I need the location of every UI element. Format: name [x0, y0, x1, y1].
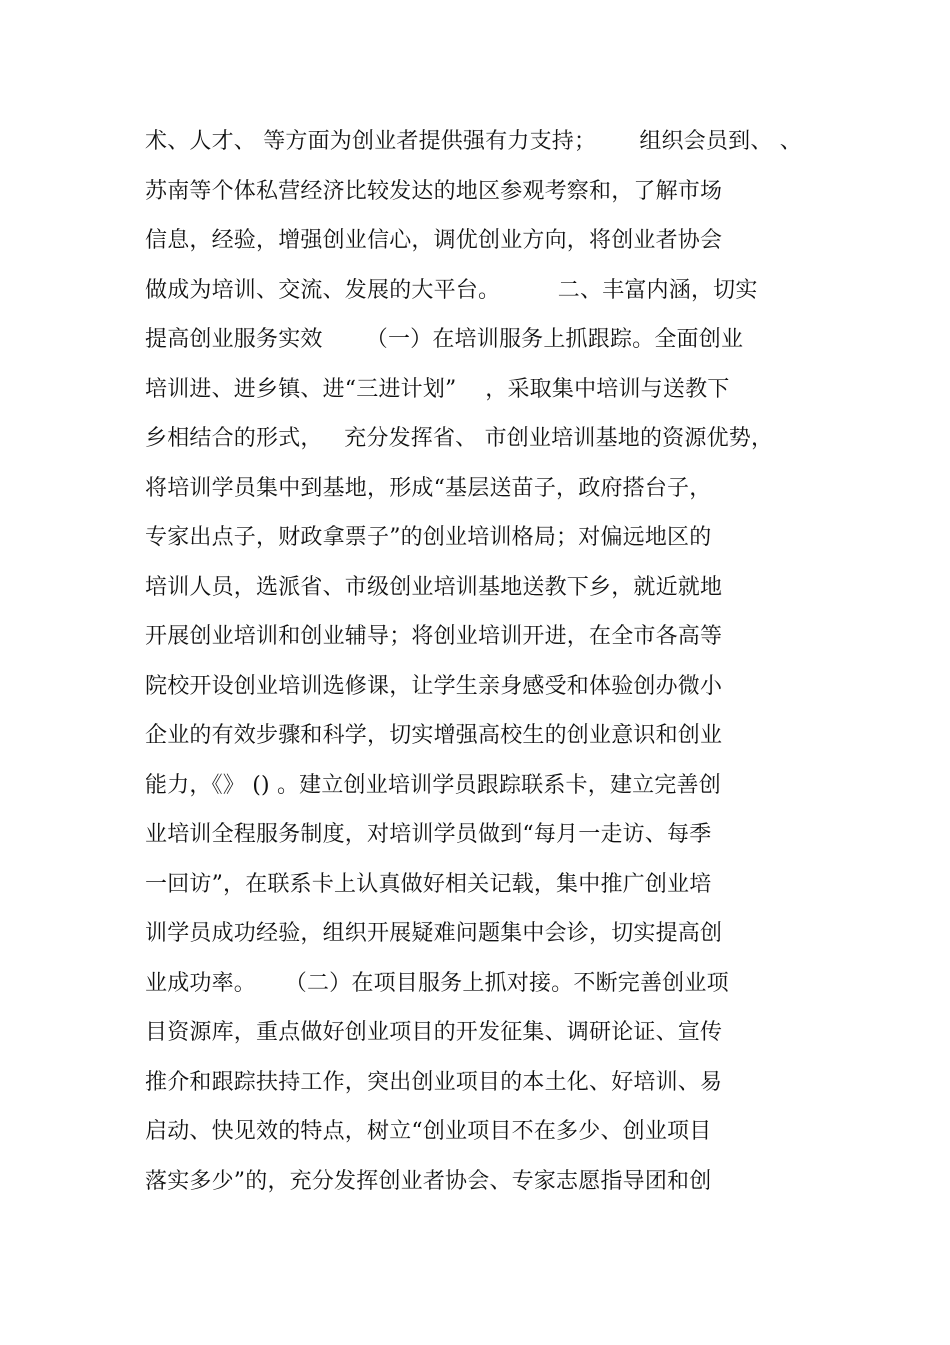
- text-line: 企业的有效步骤和科学，切实增强高校生的创业意识和创业: [145, 723, 723, 748]
- text-line: 专家出点子，财政拿票子”的创业培训格局；对偏远地区的: [145, 525, 712, 550]
- text-line: 培训进、进乡镇、进“三进计划” ，采取集中培训与送教下: [145, 376, 730, 402]
- text-line: 苏南等个体私营经济比较发达的地区参观考察和，了解市场: [145, 178, 723, 204]
- text-line: 能力，《》 () 。建立创业培训学员跟踪联系卡，建立完善创: [145, 772, 721, 798]
- text-line: 推介和跟踪扶持工作，突出创业项目的本土化、好培训、易: [145, 1069, 723, 1095]
- text-line: 训学员成功经验，组织开展疑难问题集中会诊，切实提高创: [145, 921, 723, 946]
- text-line: 培训人员，选派省、市级创业培训基地送教下乡，就近就地: [145, 574, 723, 600]
- text-line: 一回访”，在联系卡上认真做好相关记载，集中推广创业培: [145, 871, 712, 897]
- text-line: 将培训学员集中到基地，形成“基层送苗子，政府搭台子，: [145, 475, 712, 501]
- text-line: 乡相结合的形式， 充分发挥省、 市创业培训基地的资源优势，: [145, 426, 774, 451]
- text-line: 信息，经验，增强创业信心，调优创业方向，将创业者协会: [145, 228, 723, 253]
- text-line: 落实多少”的，充分发挥创业者协会、专家志愿指导团和创: [145, 1168, 712, 1194]
- text-line: 业培训全程服务制度，对培训学员做到“每月一走访、每季: [145, 822, 712, 847]
- text-line: 做成为培训、交流、发展的大平台。 二、丰富内涵，切实: [145, 277, 758, 303]
- text-line: 开展创业培训和创业辅导；将创业培训开进，在全市各高等: [145, 624, 723, 649]
- text-line: 目资源库，重点做好创业项目的开发征集、调研论证、宣传: [145, 1020, 723, 1045]
- text-line: 院校开设创业培训选修课，让学生亲身感受和体验创办微小: [145, 673, 723, 699]
- text-line: 提高创业服务实效 （一）在培训服务上抓跟踪。全面创业: [145, 327, 744, 352]
- text-line: 术、人才、 等方面为创业者提供强有力支持； 组织会员到、 、: [145, 129, 802, 154]
- text-line: 启动、快见效的特点，树立“创业项目不在多少、创业项目: [145, 1119, 712, 1144]
- body-text: [145, 122, 845, 1211]
- text-line: 业成功率。 （二）在项目服务上抓对接。不断完善创业项: [145, 970, 729, 996]
